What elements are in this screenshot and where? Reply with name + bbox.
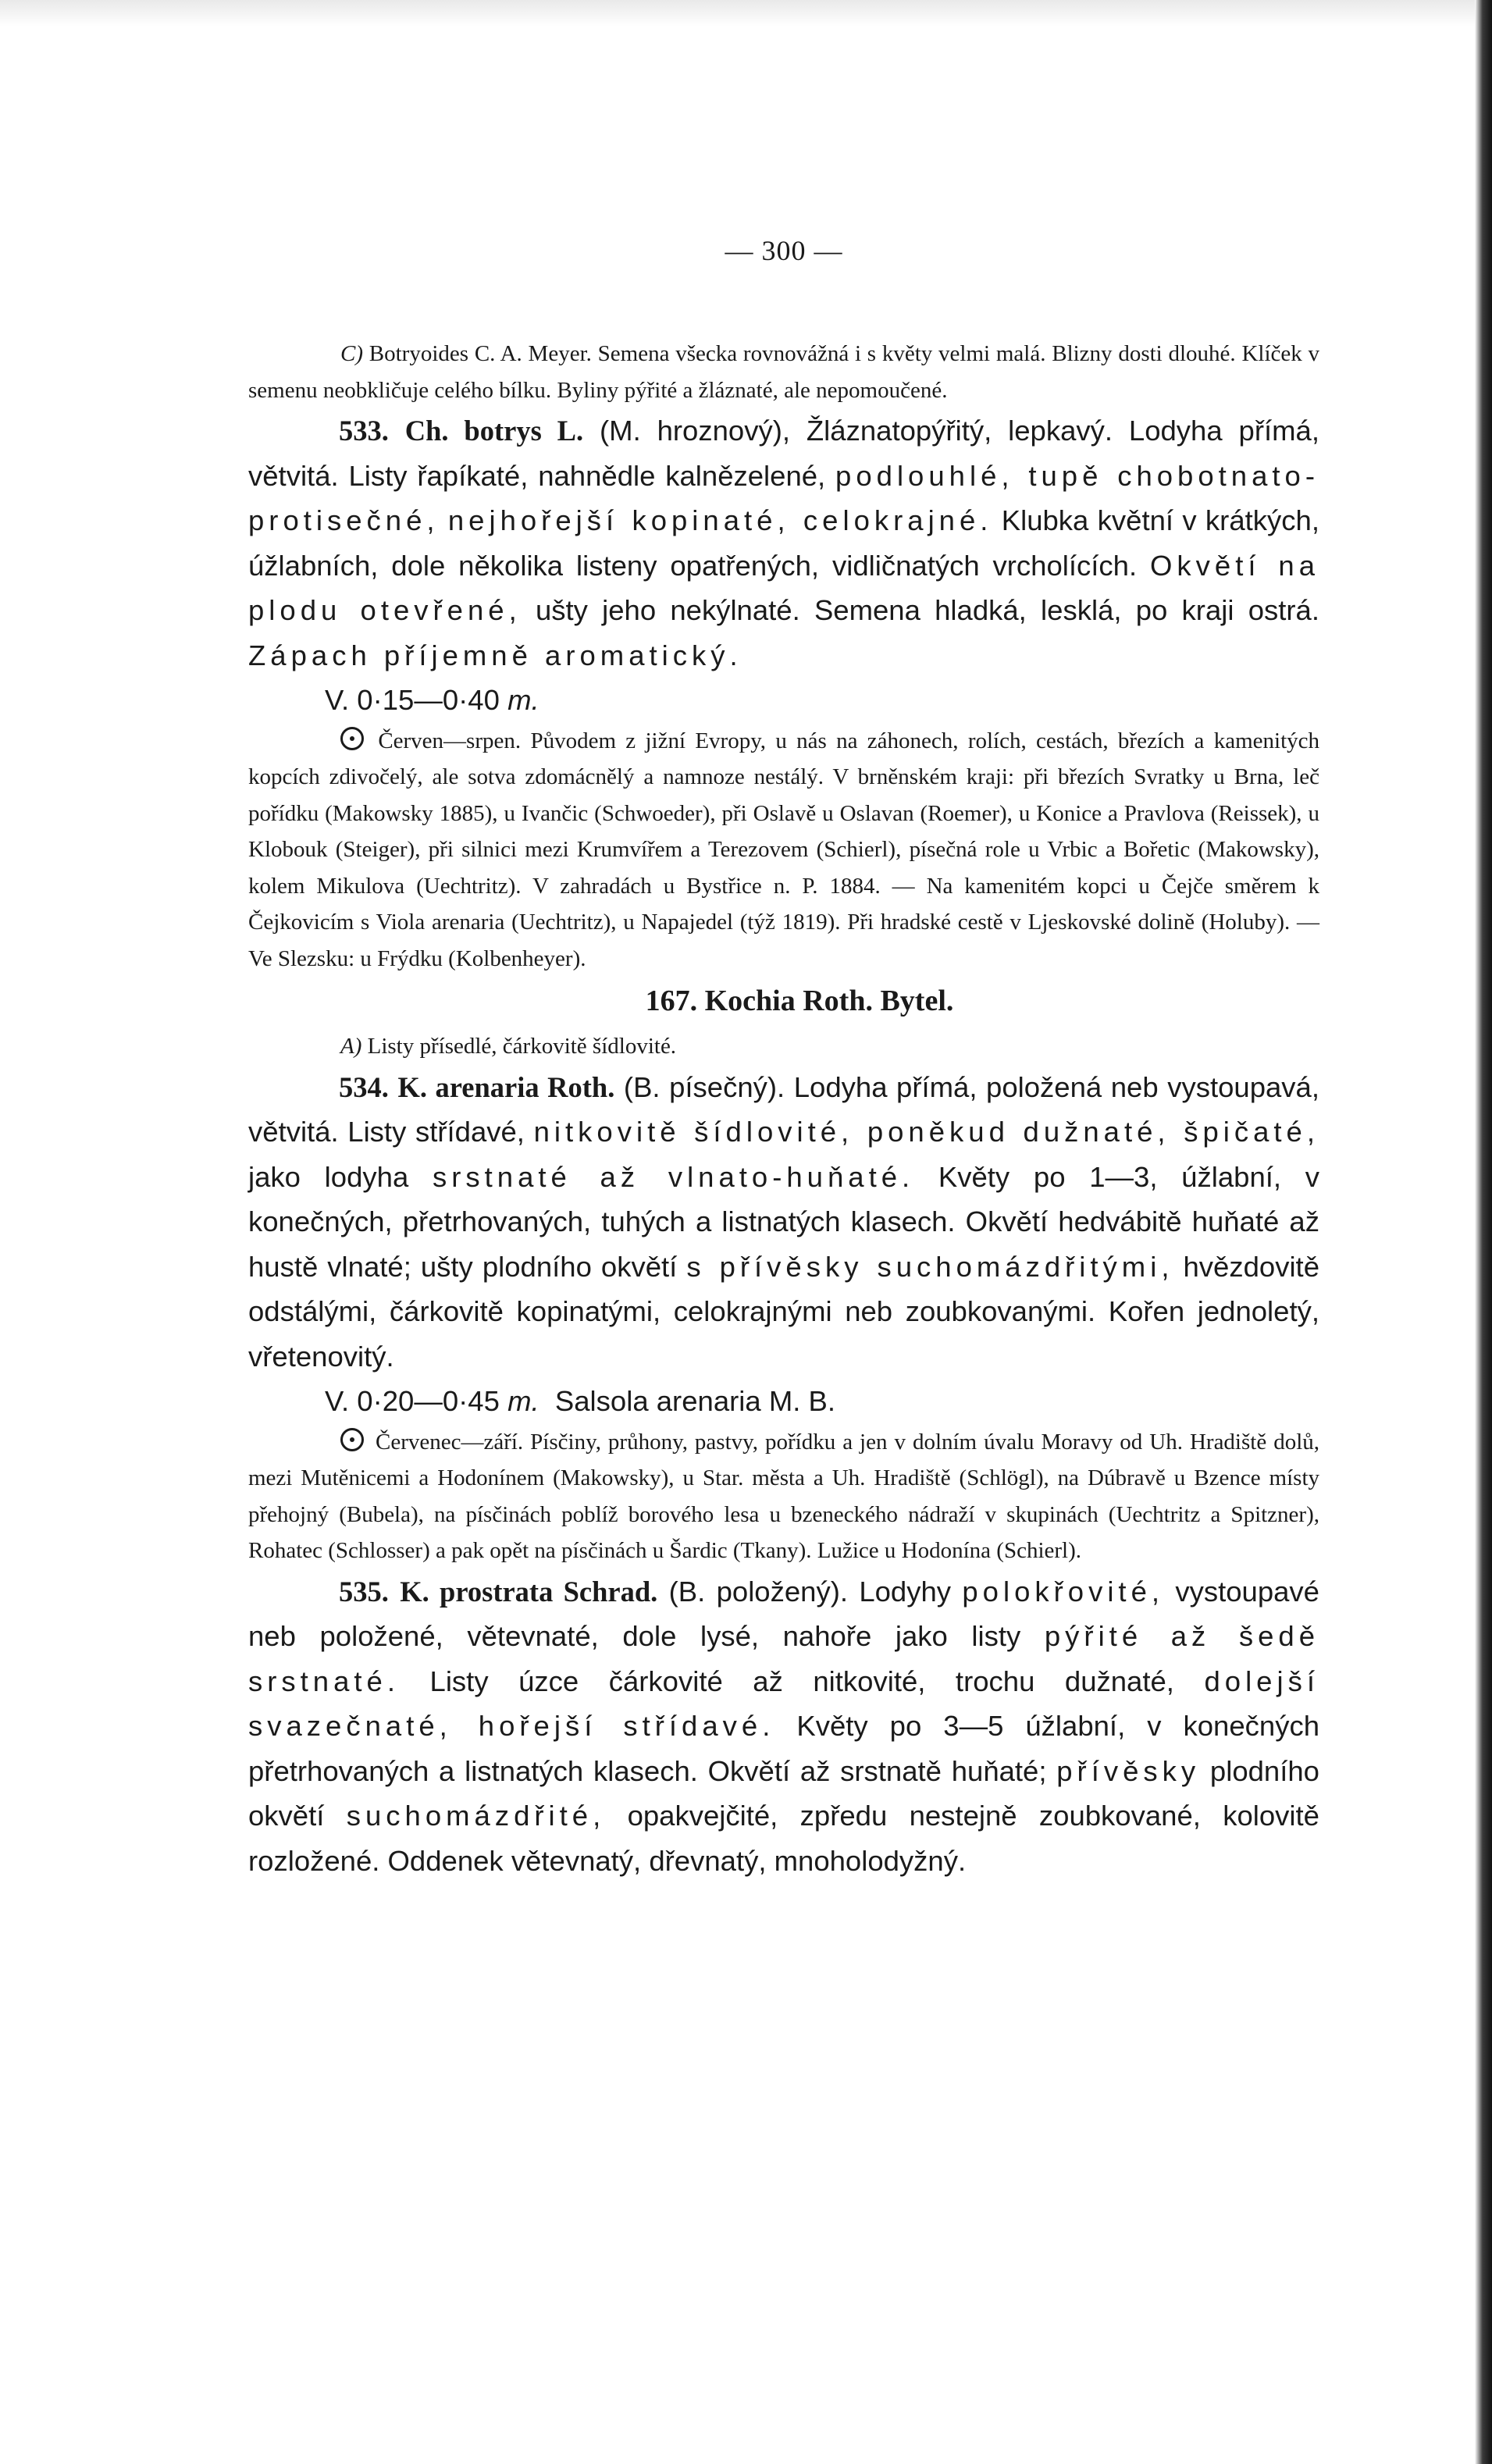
species-534-text-1: (B. písečný). Lodyha přímá, položená neb vystoupavá, větvitá. Listy střídavé, (248, 1070, 1319, 1148)
species-533-description (248, 408, 1319, 678)
species-535-emphasis-1: polokřovité, (962, 1575, 1165, 1608)
species-533-emphasis-1: podlouhlé, tupě chobotnato-protisečné, (248, 459, 1319, 536)
species-533-text-2: Klubka květní v krátkých, úžlabních, dole několika listeny opatřených, vidličnatých vrcholících. (248, 504, 1319, 582)
species-535-text-3: Listy úzce čárkovité až nitkovité, trochu dužnaté, (429, 1665, 1174, 1697)
species-534-description (248, 1065, 1319, 1380)
species-533-name: Ch. botrys L. (404, 415, 584, 447)
species-535-description (248, 1569, 1319, 1884)
species-535-text-4: Květy po 3—5 úžlabní, v konečných přetrhovaných a listnatých klasech. Okvětí až srstnatě huňaté; (248, 1710, 1319, 1787)
scan-top-shadow (0, 0, 1492, 27)
species-534-synonym: Salsola arenaria M. B. (554, 1385, 835, 1417)
section-a-paragraph (248, 1028, 1319, 1065)
species-534-height (248, 1379, 1319, 1424)
species-533-text-1: (M. hroznový), Žláznatopýřitý, lepkavý. Lodyha přímá, větvitá. Listy řapíkaté, nahnědle kalnězelené, (248, 415, 1319, 492)
species-534-text-2: jako lodyha (248, 1160, 409, 1193)
species-533-emphasis-3: Okvětí na plodu otevřené, (248, 549, 1319, 626)
species-535-emphasis-3: dolejší svazečnaté, hořejší střídavé. (248, 1665, 1319, 1742)
species-534-height-unit: m. (507, 1385, 539, 1417)
species-533-height (248, 678, 1319, 723)
species-535-emphasis-2: pýřité až šedě srstnaté. (248, 1620, 1319, 1697)
species-535-emphasis-4: přívěsky (1056, 1754, 1201, 1787)
species-534-flowering: Červenec—září. (375, 1429, 524, 1455)
species-533-text-3: ušty jeho nekýlnaté. Semena hladká, lesklá, po kraji ostrá. (535, 594, 1319, 626)
species-534-emphasis-3: s přívěsky suchomázdřitými, (686, 1250, 1174, 1283)
species-533-number: 533. (339, 415, 389, 447)
species-533-height-value: 0·15—0·40 (357, 684, 500, 716)
scan-right-edge (1475, 0, 1492, 2464)
section-a-label: A) (340, 1034, 362, 1059)
section-c-name: Botryoides C. A. Meyer. (369, 341, 592, 366)
species-533-height-unit: m. (507, 684, 539, 716)
section-c-paragraph (248, 336, 1319, 408)
species-535-text-1: (B. položený). Lodyhy (668, 1575, 952, 1608)
species-533-distribution (248, 723, 1319, 977)
text-column (248, 234, 1319, 1883)
species-535-emphasis-5: suchomázdřité, (346, 1800, 606, 1832)
species-535-text-2: vystoupavé neb položené, větevnaté, dole lysé, nahoře jako listy (248, 1575, 1319, 1652)
species-535-text-5: plodního okvětí (248, 1754, 1319, 1832)
species-534-number: 534. (339, 1070, 389, 1103)
genus-167-heading: 167. Kochia Roth. Bytel. (645, 985, 954, 1017)
section-a-text: Listy přísedlé, čárkovitě šídlovité. (367, 1034, 677, 1059)
species-534-distribution (248, 1424, 1319, 1569)
annual-plant-icon (340, 1428, 364, 1451)
species-534-text-4: hvězdovitě odstálými, čárkovitě kopinatými, celokrajnými neb zoubkovanými. Kořen jednoletý, vřetenovitý. (248, 1250, 1319, 1373)
section-c-text: Semena všecka rovnovážná i s květy velmi malá. Blizny dosti dlouhé. Klíček v semenu neobkličuje celého bílku. Byliny pýřité a žláznaté, ale nepomoučené. (248, 341, 1320, 403)
species-533-emphasis-4: Zápach příjemně aromatický. (248, 639, 742, 671)
species-534-emphasis-2: srstnaté až vlnato-huňaté. (432, 1160, 915, 1193)
species-535-name: K. prostrata Schrad. (400, 1575, 658, 1608)
species-534-height-value: 0·20—0·45 (357, 1385, 500, 1417)
species-533-height-label: V. (325, 684, 350, 716)
species-533-flowering: Červen—srpen. (378, 728, 522, 753)
page-number: — 300 — (725, 235, 843, 266)
annual-plant-icon (340, 727, 364, 750)
section-c-label: C) (340, 341, 363, 366)
species-533-emphasis-2: nejhořejší kopinaté, celokrajné. (447, 504, 993, 536)
species-533-distribution-text: Původem z jižní Evropy, u nás na záhonech, rolích, cestách, březích a kamenitých kopcích zdivočelý, ale sotva zdomácnělý a namnoze nestálý. V brněnském kraji: při březích Svratky u Brna, leč pořídku (Makowsky 1885), u Ivančic (Schwoeder), při Oslavě u Oslavan (Roemer), u Konice a Pravlova (Reissek), u Klobouk (Steiger), při silnici mezi Krumvířem a Terezovem (Schierl), písečná role u Vrbic a Bořetic (Makowsky), kolem Mikulova (Uechtritz). V zahradách u Bystřice n. P. 1884. — Na kamenitém kopci u Čejče směrem k Čejkovicím s Viola arenaria (Uechtritz), u Napajedel (týž 1819). Při hradské cestě v Ljeskovské dolině (Holuby). — Ve Slezsku: u Frýdku (Kolbenheyer). (248, 728, 1320, 971)
species-534-text-3: Květy po 1—3, úžlabní, v konečných, přetrhovaných, tuhých a listnatých klasech. Okvětí hedvábitě huňaté až hustě vlnaté; ušty plodního okvětí (248, 1160, 1319, 1283)
species-534-distribution-text: Písčiny, průhony, pastvy, pořídku a jen v dolním úvalu Moravy od Uh. Hradiště dolů, mezi Mutěnicemi a Hodonínem (Makowsky), u Star. města a Uh. Hradiště (Schlögl), na Dúbravě u Bzence místy přehojný (Bubela), na písčinách poblíž borového lesa u bzeneckého nádraží v skupinách (Uechtritz a Spitzner), Rohatec (Schlosser) a pak opět na písčinách u Šardic (Tkany). Lužice u Hodonína (Schierl). (248, 1429, 1319, 1563)
species-534-emphasis-1: nitkovitě šídlovité, poněkud dužnaté, špičaté, (533, 1116, 1319, 1148)
species-534-name: K. arenaria Roth. (397, 1070, 615, 1103)
species-535-number: 535. (339, 1575, 389, 1608)
species-534-height-label: V. (325, 1385, 350, 1417)
species-535-text-6: opakvejčité, zpředu nestejně zoubkované, kolovitě rozložené. Oddenek větevnatý, dřevnatý, mnoholodyžný. (248, 1800, 1319, 1877)
